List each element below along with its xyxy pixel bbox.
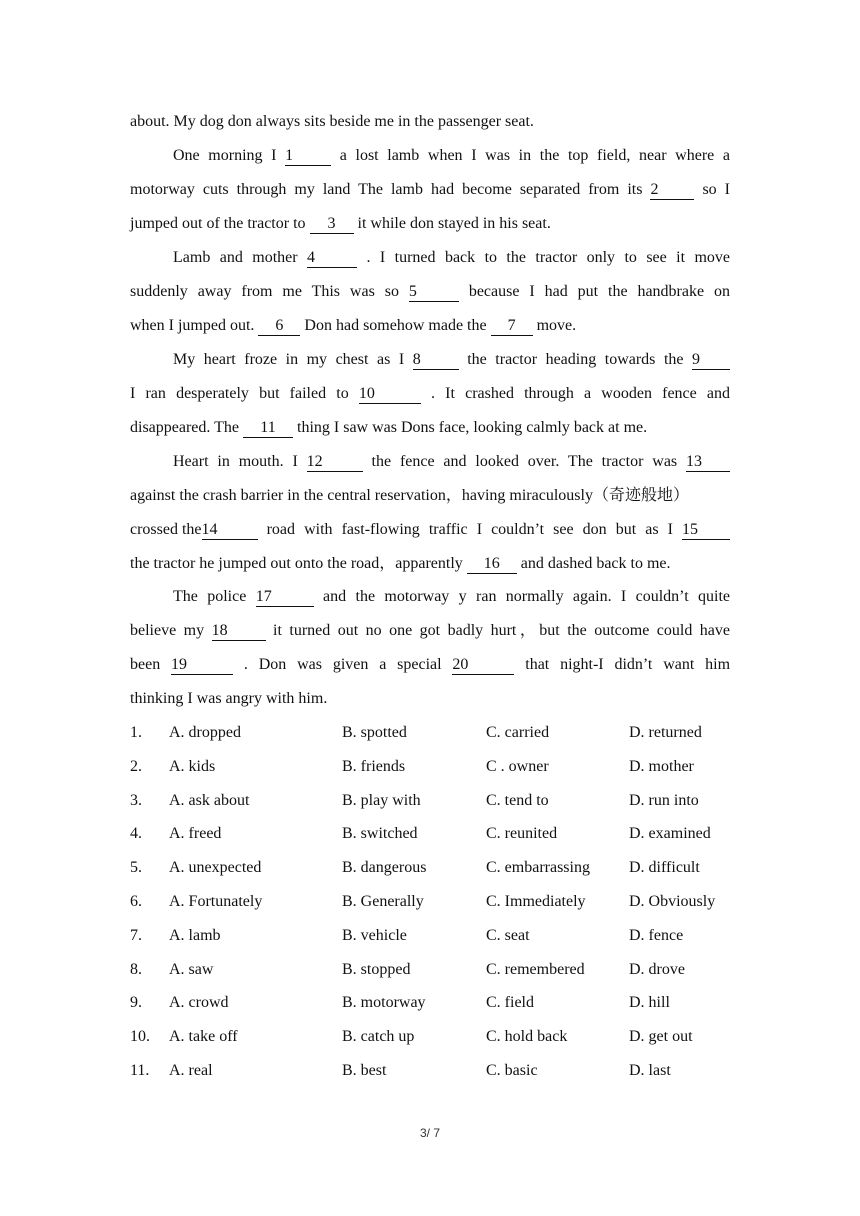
passage-text: One morning I bbox=[173, 147, 277, 164]
passage-text: been bbox=[130, 656, 161, 673]
passage-text: Lamb and mother bbox=[173, 249, 298, 266]
passage-text: against the crash barrier in the central reservation，having miraculously（奇迹般地） bbox=[130, 487, 689, 504]
blank-7: 7 bbox=[491, 317, 533, 336]
option-d: D. difficult bbox=[629, 859, 700, 877]
passage-text: suddenly away from me This was so bbox=[130, 283, 399, 300]
passage-line bbox=[130, 105, 730, 139]
blank-17: 17 bbox=[256, 588, 314, 607]
option-a: A. lamb bbox=[169, 926, 221, 944]
blank-12: 12 bbox=[307, 453, 363, 472]
passage-text: about. My dog don always sits beside me in the passenger seat. bbox=[130, 113, 534, 130]
question-number: 11. bbox=[130, 1062, 150, 1079]
option-row bbox=[130, 1054, 730, 1088]
option-row bbox=[130, 750, 730, 784]
blank-5: 5 bbox=[409, 283, 459, 302]
option-b: B. Generally bbox=[342, 893, 424, 910]
passage-line bbox=[130, 309, 730, 343]
option-c: C. Immediately bbox=[486, 893, 586, 910]
blank-11: 11 bbox=[243, 419, 293, 438]
blank-20: 20 bbox=[452, 656, 514, 675]
option-b: B. play with bbox=[342, 791, 421, 809]
passage-text: it while don stayed in his seat. bbox=[357, 215, 551, 232]
option-d: D. last bbox=[629, 1062, 671, 1079]
option-a: A. kids bbox=[169, 757, 216, 775]
option-c: C. embarrassing bbox=[486, 859, 590, 877]
option-row bbox=[130, 784, 730, 818]
passage-text: The police bbox=[173, 588, 247, 605]
blank-14: 14 bbox=[202, 521, 258, 540]
option-c: C. reunited bbox=[486, 825, 558, 843]
passage-line bbox=[130, 207, 730, 241]
option-a: A. unexpected bbox=[169, 859, 262, 877]
option-b: B. motorway bbox=[342, 994, 426, 1012]
option-d: D. Obviously bbox=[629, 893, 716, 910]
blank-18: 18 bbox=[212, 622, 266, 641]
option-a: A. take off bbox=[169, 1028, 238, 1046]
option-c: C. field bbox=[486, 994, 534, 1012]
option-d: D. run into bbox=[629, 791, 699, 809]
passage-text: a lost lamb when I was in the top field, near where a bbox=[339, 147, 730, 164]
passage-text: disappeared. The bbox=[130, 419, 239, 436]
option-b: B. vehicle bbox=[342, 926, 407, 944]
question-number: 8. bbox=[130, 960, 142, 978]
option-b: B. friends bbox=[342, 757, 406, 775]
passage-text: Heart in mouth. I bbox=[173, 453, 298, 470]
option-c: C. remembered bbox=[486, 960, 585, 978]
option-a: A. crowd bbox=[169, 994, 229, 1012]
question-number: 10. bbox=[130, 1028, 150, 1046]
blank-10: 10 bbox=[359, 385, 421, 404]
option-row bbox=[130, 986, 730, 1020]
passage-line bbox=[130, 513, 730, 547]
passage-text: motorway cuts through my land The lamb had become separated from its bbox=[130, 181, 643, 198]
passage-text: and the motorway y ran normally again. I couldn’t quite bbox=[323, 588, 730, 605]
passage-line bbox=[130, 275, 730, 309]
passage-line bbox=[130, 411, 730, 445]
blank-4: 4 bbox=[307, 249, 357, 268]
question-number: 5. bbox=[130, 859, 142, 877]
passage-text: Don had somehow made the bbox=[304, 317, 487, 334]
option-row bbox=[130, 716, 730, 750]
passage-line bbox=[130, 173, 730, 207]
option-d: D. mother bbox=[629, 757, 694, 775]
passage-line bbox=[173, 580, 730, 614]
passage-text: it turned out no one got badly hurt，but the outcome could have bbox=[273, 622, 731, 639]
passage-text: and dashed back to me. bbox=[520, 555, 671, 572]
passage-line bbox=[130, 648, 730, 682]
blank-15: 15 bbox=[682, 521, 730, 540]
question-number: 7. bbox=[130, 926, 142, 944]
option-c: C. basic bbox=[486, 1062, 538, 1079]
passage-text: the tractor heading towards the bbox=[467, 351, 684, 368]
passage-line bbox=[130, 614, 730, 648]
passage-line bbox=[130, 547, 730, 581]
passage-line bbox=[130, 479, 730, 513]
blank-16: 16 bbox=[467, 555, 517, 574]
blank-19: 19 bbox=[171, 656, 233, 675]
passage-text: . I turned back to the tractor only to see it move bbox=[366, 249, 731, 266]
passage-text: thinking I was angry with him. bbox=[130, 690, 328, 707]
question-number: 2. bbox=[130, 757, 142, 775]
question-number: 1. bbox=[130, 724, 142, 741]
option-d: D. hill bbox=[629, 994, 670, 1012]
option-a: A. saw bbox=[169, 960, 214, 978]
passage-text: move. bbox=[536, 317, 577, 334]
option-row bbox=[130, 953, 730, 987]
page-number: 3/ 7 bbox=[419, 1126, 440, 1140]
option-a: A. dropped bbox=[169, 724, 241, 741]
blank-3: 3 bbox=[310, 215, 354, 234]
passage-line bbox=[173, 241, 730, 275]
option-d: D. drove bbox=[629, 960, 685, 978]
option-d: D. examined bbox=[629, 825, 711, 843]
blank-8: 8 bbox=[413, 351, 459, 370]
passage-text: I ran desperately but failed to bbox=[130, 385, 349, 402]
passage-text: jumped out of the tractor to bbox=[130, 215, 306, 232]
option-b: B. spotted bbox=[342, 724, 407, 741]
option-c: C. seat bbox=[486, 926, 530, 944]
option-b: B. stopped bbox=[342, 960, 411, 978]
option-row bbox=[130, 1020, 730, 1054]
option-c: C. hold back bbox=[486, 1028, 568, 1046]
passage-line bbox=[130, 682, 730, 716]
option-a: A. ask about bbox=[169, 791, 250, 809]
passage-text: thing I saw was Dons face, looking calmly back at me. bbox=[297, 419, 648, 436]
passage-line bbox=[173, 343, 730, 377]
passage-text: the tractor he jumped out onto the road，apparently bbox=[130, 555, 463, 572]
passage-text: that night-I didn’t want him bbox=[525, 656, 731, 673]
option-c: C . owner bbox=[486, 757, 549, 775]
option-row bbox=[130, 817, 730, 851]
passage-text: the fence and looked over. The tractor was bbox=[371, 453, 678, 470]
option-b: B. dangerous bbox=[342, 859, 427, 877]
blank-6: 6 bbox=[258, 317, 300, 336]
question-number: 4. bbox=[130, 825, 142, 843]
option-row bbox=[130, 885, 730, 919]
blank-9: 9 bbox=[692, 351, 730, 370]
passage-text: crossed the bbox=[130, 521, 202, 538]
option-c: C. tend to bbox=[486, 791, 549, 809]
passage-line bbox=[173, 139, 730, 173]
option-d: D. returned bbox=[629, 724, 702, 741]
blank-13: 13 bbox=[686, 453, 730, 472]
blank-2: 2 bbox=[650, 181, 694, 200]
option-a: A. Fortunately bbox=[169, 893, 263, 910]
passage-text: . It crashed through a wooden fence and bbox=[431, 385, 731, 402]
option-d: D. get out bbox=[629, 1028, 693, 1046]
option-row bbox=[130, 851, 730, 885]
option-row bbox=[130, 919, 730, 953]
option-a: A. real bbox=[169, 1062, 213, 1079]
option-b: B. best bbox=[342, 1062, 387, 1079]
option-c: C. carried bbox=[486, 724, 550, 741]
passage-text: when I jumped out. bbox=[130, 317, 255, 334]
passage-text: . Don was given a special bbox=[243, 656, 442, 673]
option-a: A. freed bbox=[169, 825, 222, 843]
option-b: B. switched bbox=[342, 825, 418, 843]
passage-text: road with fast-flowing traffic I couldn’t see don but as I bbox=[266, 521, 673, 538]
blank-1: 1 bbox=[285, 147, 331, 166]
option-d: D. fence bbox=[629, 926, 684, 944]
option-b: B. catch up bbox=[342, 1028, 415, 1046]
passage-line bbox=[173, 445, 730, 479]
passage-text: so I bbox=[702, 181, 731, 198]
question-number: 9. bbox=[130, 994, 142, 1012]
passage-text: because I had put the handbrake on bbox=[468, 283, 731, 300]
question-number: 6. bbox=[130, 893, 142, 910]
passage-text: believe my bbox=[130, 622, 205, 639]
passage-line bbox=[130, 377, 730, 411]
question-number: 3. bbox=[130, 791, 142, 809]
passage-text: My heart froze in my chest as I bbox=[173, 351, 405, 368]
